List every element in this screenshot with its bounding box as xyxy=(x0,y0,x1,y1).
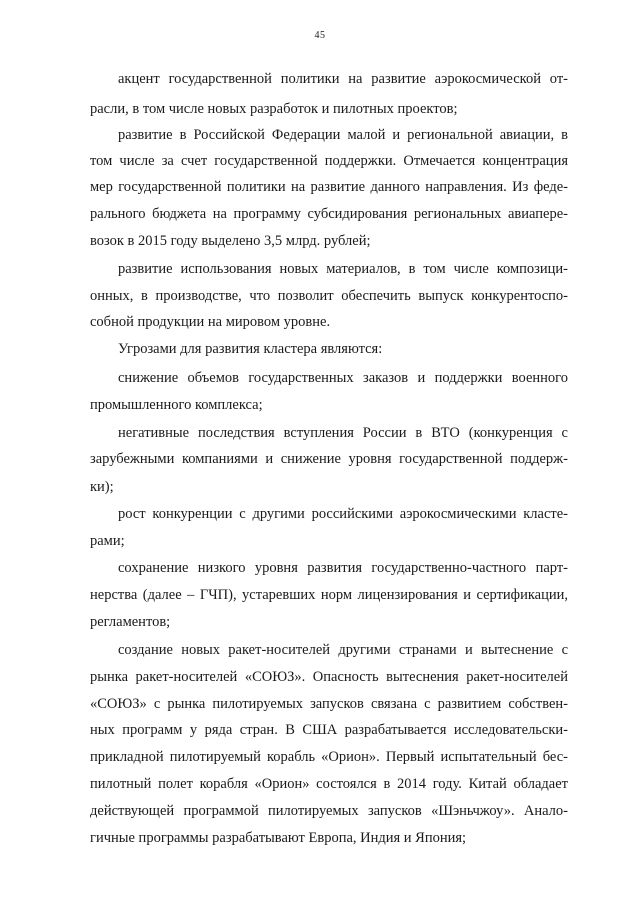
text-line: пилотный полет корабля «Орион» состоялся в 2014 году. Китай обладает xyxy=(90,776,568,792)
page-number: 45 xyxy=(314,30,326,41)
text-line: развитие использования новых материалов, в том числе композици- xyxy=(118,261,568,277)
text-line: гичные программы разрабатывают Европа, Индия и Япония; xyxy=(90,830,467,846)
text-line: регламентов; xyxy=(90,614,171,630)
text-line: негативные последствия вступления России в ВТО (конкуренция с xyxy=(118,425,568,441)
text-line: онных, в производстве, что позволит обеспечить выпуск конкурентоспо- xyxy=(90,288,568,304)
text-line: ных программ у ряда стран. В США разрабатывается исследовательски- xyxy=(90,722,568,738)
text-line: ки); xyxy=(90,479,114,495)
text-line: промышленного комплекса; xyxy=(90,397,263,413)
text-line: рального бюджета на программу субсидирования региональных авиапере- xyxy=(90,206,568,222)
text-line: рами; xyxy=(90,533,125,549)
text-line: действующей программой пилотируемых запусков «Шэньчжоу». Анало- xyxy=(90,803,568,819)
text-line: зарубежными компаниями и снижение уровня государственной поддерж- xyxy=(90,451,568,467)
text-line: сохранение низкого уровня развития государственно-частного парт- xyxy=(118,560,568,576)
text-line: снижение объемов государственных заказов и поддержки военного xyxy=(118,370,568,386)
text-line: нерства (далее – ГЧП), устаревших норм лицензирования и сертификации, xyxy=(90,587,568,603)
text-line: собной продукции на мировом уровне. xyxy=(90,314,331,330)
text-line: прикладной пилотируемый корабль «Орион». Первый испытательный бес- xyxy=(90,749,568,765)
text-line: создание новых ракет-носителей другими странами и вытеснение с xyxy=(118,642,568,658)
text-line: рост конкуренции с другими российскими аэрокосмическими класте- xyxy=(118,506,568,522)
text-line: возок в 2015 году выделено 3,5 млрд. рублей; xyxy=(90,233,371,249)
text-line: рынка ракет-носителей «СОЮЗ». Опасность вытеснения ракет-носителей xyxy=(90,669,568,685)
text-line: Угрозами для развития кластера являются: xyxy=(118,341,383,357)
text-line: мер государственной политики на развитие данного направления. Из феде- xyxy=(90,179,568,195)
text-line: акцент государственной политики на развитие аэрокосмической от- xyxy=(118,71,568,87)
text-line: расли, в том числе новых разработок и пилотных проектов; xyxy=(90,101,458,117)
text-line: том числе за счет государственной поддержки. Отмечается концентрация xyxy=(90,153,568,169)
text-line: развитие в Российской Федерации малой и региональной авиации, в xyxy=(118,127,568,143)
text-line: «СОЮЗ» с рынка пилотируемых запусков связана с развитием собствен- xyxy=(90,696,568,712)
